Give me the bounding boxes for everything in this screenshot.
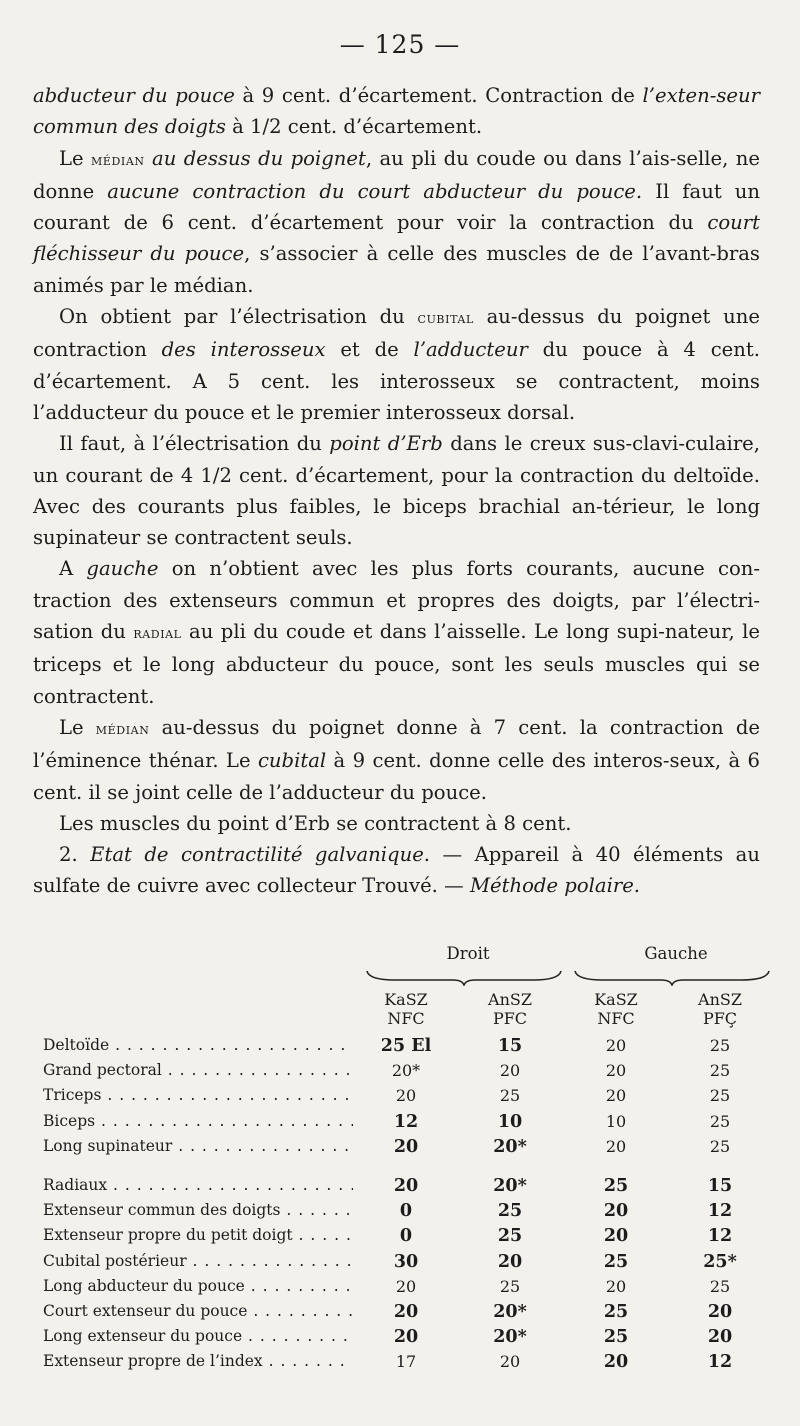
- text-run: on n’obtient avec les plus forts courants, aucune con-traction des extenseurs commun et propres des doigts, par l’électri-sation du: [33, 557, 760, 644]
- table-cell: 15: [497, 1036, 523, 1056]
- row-label-text: Extenseur propre du petit doigt: [43, 1226, 293, 1245]
- table-row: [43, 1086, 763, 1111]
- italic-text: court fléchisseur du pouce: [33, 211, 760, 266]
- italic-text: l’exten-seur commun des doigts: [33, 84, 760, 139]
- table-cell: 10: [497, 1111, 523, 1132]
- row-label: [43, 1302, 353, 1320]
- italic-text: des interosseux: [161, 338, 326, 362]
- table-cell: 25*: [703, 1251, 737, 1272]
- table-cell: 20: [707, 1327, 733, 1348]
- column-header-4-line2: PFÇ: [702, 1009, 738, 1028]
- table-cell: 12: [707, 1226, 733, 1247]
- table-cell: 20*: [391, 1061, 421, 1081]
- column-header-4-line1: AnSZ: [698, 990, 742, 1009]
- table-cell: 20: [603, 1226, 629, 1247]
- row-label-text: Radiaux: [43, 1175, 108, 1194]
- row-label-text: Grand pectoral: [43, 1061, 162, 1080]
- text-run: à 9 cent. donne celle des interos-seux, à 6 cent. il se joint celle de l’adducteur du pouce.: [33, 749, 761, 804]
- table-cell: 20: [499, 1352, 521, 1372]
- paragraph: [33, 712, 760, 808]
- table-cell: 0: [399, 1201, 413, 1222]
- row-label-text: Long abducteur du pouce: [43, 1276, 245, 1295]
- brace-gauche: [573, 968, 771, 986]
- table-cell: 25: [499, 1276, 521, 1296]
- text-run: Les muscles du point d’Erb se contractent à 8 cent.: [59, 811, 572, 835]
- column-header-2: [465, 990, 555, 1028]
- table-cell: 0: [399, 1226, 413, 1247]
- table-cell: 20: [393, 1301, 419, 1322]
- italic-text: Méthode polaire.: [469, 874, 641, 898]
- row-label-text: Cubital postérieur: [43, 1251, 187, 1270]
- table-cell: 17: [395, 1352, 417, 1372]
- row-label-text: Extenseur commun des doigts: [43, 1201, 281, 1220]
- italic-text: cubital: [257, 749, 327, 773]
- table-cell: 20: [605, 1276, 627, 1296]
- column-header-1: [361, 990, 451, 1028]
- row-label-text: Extenseur propre de l’index: [43, 1352, 263, 1371]
- table-cell: 20: [499, 1061, 521, 1081]
- table-cell: 25: [603, 1175, 629, 1196]
- table-row: [43, 1036, 763, 1061]
- row-label-text: Triceps: [43, 1086, 102, 1105]
- table-cell: 20: [497, 1251, 523, 1272]
- group-header-droit: Droit: [446, 944, 490, 963]
- table-cell: 25: [603, 1327, 629, 1348]
- table-cell: 20: [707, 1301, 733, 1322]
- italic-text: Etat de contractilité galvanique: [90, 843, 424, 867]
- italic-text: point d’Erb: [329, 432, 443, 456]
- table-body: [43, 1036, 763, 1377]
- italic-text: aucune contraction du court abducteur du pouce.: [107, 179, 643, 203]
- text-run: Il faut, à l’électrisation du: [59, 432, 330, 456]
- table-cell: 20*: [493, 1136, 527, 1157]
- table-cell: 10: [605, 1111, 627, 1131]
- small-caps-text: cubital: [417, 309, 474, 328]
- table-cell: 20: [393, 1136, 419, 1157]
- paragraph: [33, 80, 760, 143]
- table-cell: 25: [603, 1251, 629, 1272]
- paragraph: [33, 839, 760, 902]
- column-header-1-line1: KaSZ: [384, 990, 428, 1009]
- column-header-2-line2: PFC: [492, 1009, 528, 1028]
- row-label-text: Deltoïde: [43, 1036, 110, 1054]
- table-cell: 12: [393, 1111, 419, 1132]
- italic-text: l’adducteur: [413, 338, 528, 362]
- table-row: [43, 1327, 763, 1352]
- table-row: [43, 1226, 763, 1251]
- text-run: au-dessus du poignet une contraction: [33, 305, 760, 362]
- paragraph: [33, 143, 760, 301]
- text-run: au-dessus du poignet donne à 7 cent. la contraction de l’éminence thénar. Le: [33, 715, 760, 773]
- table-cell: 25: [603, 1301, 629, 1322]
- paragraph: [33, 301, 760, 428]
- small-caps-text: radial: [133, 624, 182, 643]
- column-header-3: [571, 990, 661, 1028]
- table-row: [43, 1061, 763, 1086]
- table-cell: 20: [603, 1201, 629, 1222]
- table-cell: 20*: [493, 1301, 527, 1322]
- text-run: et de: [325, 338, 414, 362]
- text-run: Le: [59, 146, 92, 170]
- table-cell: 25: [497, 1201, 523, 1222]
- table-cell: 20: [395, 1086, 417, 1106]
- table-row: [43, 1302, 763, 1327]
- table-cell: 20: [395, 1276, 417, 1296]
- table-cell: 25: [709, 1061, 731, 1081]
- italic-text: abducteur du pouce: [33, 84, 235, 107]
- text-run: On obtient par l’électrisation du: [59, 305, 418, 329]
- row-label: [43, 1201, 353, 1219]
- paragraph: [33, 428, 760, 553]
- row-label: [43, 1226, 353, 1244]
- row-label: [43, 1036, 353, 1054]
- table-cell: 20: [393, 1175, 419, 1196]
- table-cell: 25 El: [380, 1036, 432, 1056]
- text-run: à 1/2 cent. d’écartement.: [225, 115, 483, 139]
- row-label: [43, 1327, 353, 1345]
- row-label-text: Biceps: [43, 1111, 96, 1130]
- text-run: , s’associer à celle des muscles de de l’avant-bras animés par le médian.: [33, 242, 760, 297]
- table-cell: 20: [605, 1086, 627, 1106]
- table-cell: 20: [605, 1061, 627, 1081]
- table-cell: 12: [707, 1201, 733, 1222]
- table-row: [43, 1252, 763, 1277]
- paragraph: [33, 808, 760, 839]
- text-run: , au pli du coude ou dans l’ais-selle, ne donne: [33, 146, 760, 203]
- row-label: [43, 1112, 353, 1130]
- table-row: [43, 1352, 763, 1377]
- body-text: [33, 80, 760, 902]
- table-row: [43, 1112, 763, 1137]
- text-run: Il faut un courant de 6 cent. d’écartement pour voir la contraction du: [33, 179, 761, 235]
- text-run: . — Appareil à 40 éléments au sulfate de cuivre avec collecteur Trouvé. —: [33, 843, 760, 898]
- column-header-4: [675, 990, 765, 1028]
- table-row: [43, 1137, 763, 1162]
- column-header-1-line2: NFC: [387, 1009, 425, 1028]
- table-cell: 15: [707, 1175, 733, 1196]
- table-cell: 20*: [493, 1175, 527, 1196]
- table-cell: 20: [605, 1036, 627, 1055]
- column-header-3-line1: KaSZ: [594, 990, 638, 1009]
- row-label: [43, 1352, 353, 1370]
- table-cell: 30: [393, 1251, 419, 1272]
- italic-text: gauche: [86, 557, 159, 581]
- table-cell: 20: [605, 1136, 627, 1156]
- small-caps-text: médian: [95, 719, 150, 738]
- table-cell: 25: [709, 1136, 731, 1156]
- text-run: du pouce à 4 cent. d’écartement. A 5 cent. les interosseux se contractent, moins l’adducteur du pouce et le premier interosseux dorsal.: [33, 338, 760, 424]
- column-header-2-line1: AnSZ: [488, 990, 532, 1009]
- text-run: 2.: [59, 843, 91, 867]
- column-header-3-line2: NFC: [597, 1009, 635, 1028]
- row-label-text: Long supinateur: [43, 1136, 173, 1155]
- table-row: [43, 1176, 763, 1201]
- table-cell: 20: [603, 1352, 629, 1373]
- page-number: — 125 —: [339, 30, 461, 59]
- table-row: [43, 1277, 763, 1302]
- row-label-text: Court extenseur du pouce: [43, 1301, 248, 1320]
- row-label: [43, 1176, 353, 1194]
- table-cell: 25: [709, 1036, 731, 1055]
- text-run: dans le creux sus-clavi-culaire, un courant de 4 1/2 cent. d’écartement, pour la contraction du deltoïde. Avec des courants plus faibles, le biceps brachial an-térieur, le long supinateur se contractent seuls.: [33, 432, 761, 550]
- text-run: A: [59, 557, 87, 581]
- table-cell: 12: [707, 1352, 733, 1373]
- table-cell: 20: [393, 1327, 419, 1348]
- brace-droit: [365, 968, 563, 986]
- italic-text: au dessus du poignet: [144, 146, 366, 170]
- row-label: [43, 1086, 353, 1104]
- table-cell: 20*: [493, 1327, 527, 1348]
- row-label: [43, 1061, 353, 1079]
- table-cell: 25: [709, 1111, 731, 1131]
- paragraph: [33, 553, 760, 711]
- row-label-text: Long extenseur du pouce: [43, 1327, 243, 1346]
- table-cell: 25: [709, 1276, 731, 1296]
- text-run: à 9 cent. d’écartement. Contraction de: [234, 84, 643, 107]
- row-label: [43, 1137, 353, 1155]
- table-row: [43, 1201, 763, 1226]
- table-cell: 25: [497, 1226, 523, 1247]
- small-caps-text: médian: [91, 150, 145, 169]
- row-label: [43, 1252, 353, 1270]
- text-run: au pli du coude et dans l’aisselle. Le long supi-nateur, le triceps et le long abducteur du pouce, sont les seuls muscles qui se contractent.: [33, 620, 760, 708]
- row-label: [43, 1277, 353, 1295]
- table-cell: 25: [709, 1086, 731, 1106]
- table-cell: 25: [499, 1086, 521, 1106]
- text-run: Le: [59, 715, 96, 739]
- group-header-gauche: Gauche: [644, 944, 708, 963]
